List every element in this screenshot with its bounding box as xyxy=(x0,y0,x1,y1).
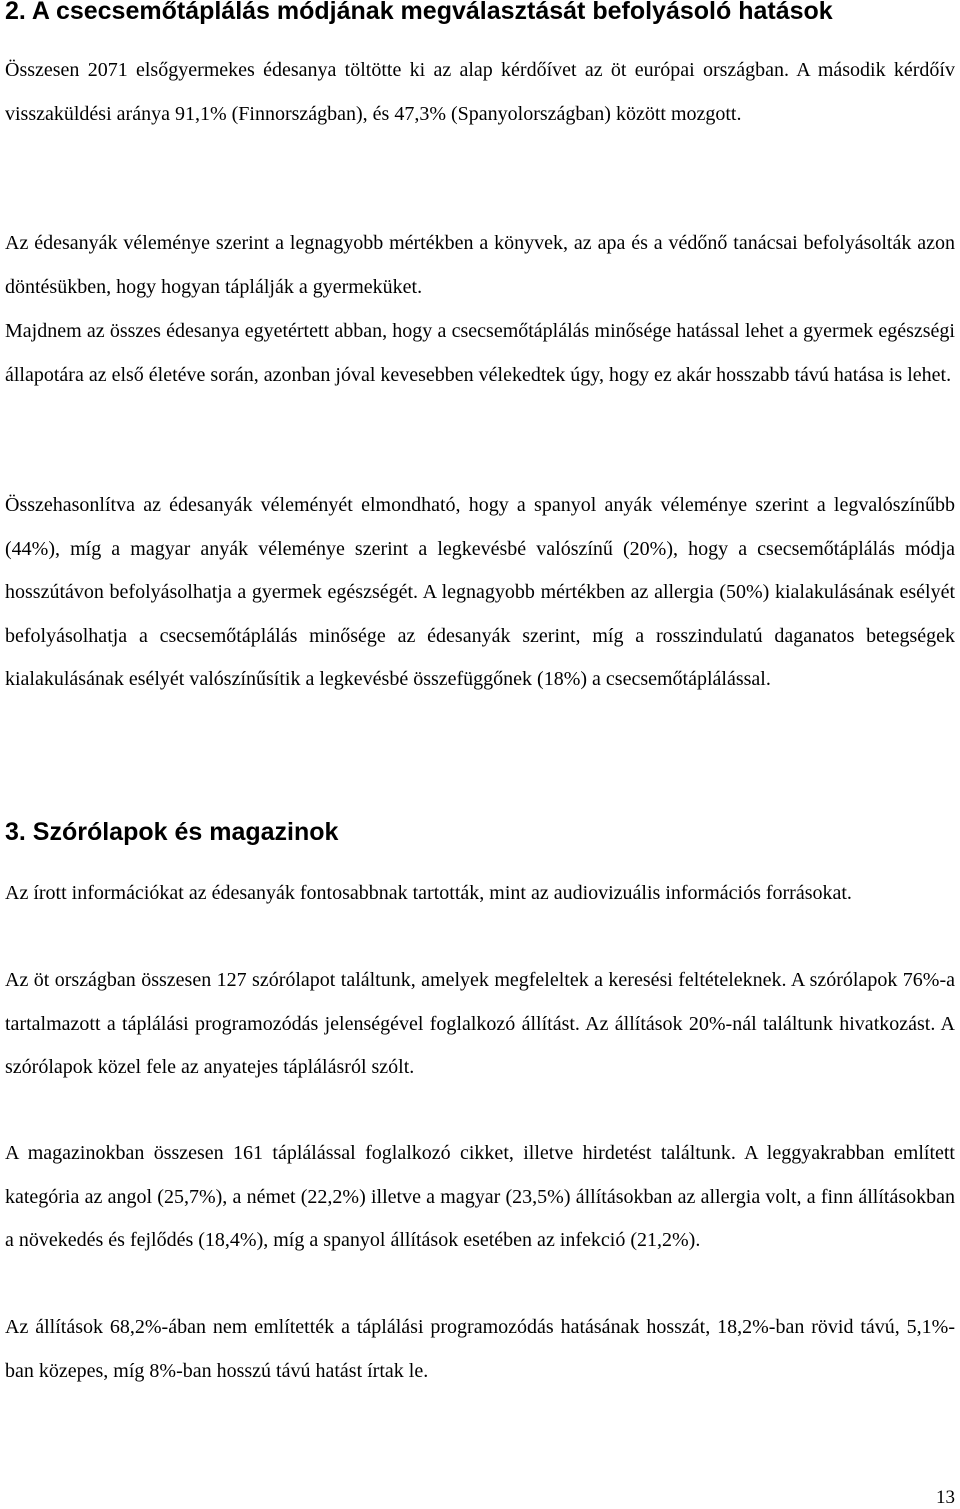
section-heading-leaflets-magazines: 3. Szórólapok és magazinok xyxy=(5,818,339,846)
paragraph-influencers: Az édesanyák véleménye szerint a legnagyobb mértékben a könyvek, az apa és a védőnő tanácsai befolyásolták azon döntésükben, hogy hogyan táplálják a gyermeküket. xyxy=(5,232,955,298)
section-heading-influences: 2. A csecsemőtáplálás módjának megválasztását befolyásoló hatások xyxy=(5,0,833,25)
paragraph-questionnaire: Összesen 2071 elsőgyermekes édesanya töltötte ki az alap kérdőívet az öt európai országban. A második kérdőív visszaküldési aránya 91,1% (Finnországban), és 47,3% (Spanyolországban) között mozgott. xyxy=(5,59,955,125)
page-number: 13 xyxy=(936,1487,955,1508)
paragraph-comparison: Összehasonlítva az édesanyák véleményét elmondható, hogy a spanyol anyák véleménye szerint a legvalószínűbb (44%), míg a magyar anyák véleménye szerint a legkevésbé valószínű (20%), hogy a csecsemőtáplálás módja hosszútávon befolyásolhatja a gyermek egészségét. A legnagyobb mértékben az allergia (50%) kialakulásának esélyét befolyásolhatja a csecsemőtáplálás minősége az édesanyák szerint, míg a rosszindulatú daganatos betegségek kialakulásának esélyét valószínűsítik a legkevésbé összefüggőnek (18%) a csecsemőtáplálással. xyxy=(5,494,955,690)
paragraph-written-info: Az írott információkat az édesanyák fontosabbnak tartották, mint az audiovizuális információs forrásokat. xyxy=(5,882,852,904)
paragraph-effect-duration: Az állítások 68,2%-ában nem említették a táplálási programozódás hatásának hosszát, 18,2%-ban rövid távú, 5,1%-ban közepes, míg 8%-ban hosszú távú hatást írtak le. xyxy=(5,1316,955,1382)
paragraph-leaflets: Az öt országban összesen 127 szórólapot találtunk, amelyek megfeleltek a keresési feltételeknek. A szórólapok 76%-a tartalmazott a táplálási programozódás jelenségével foglalkozó állítást. Az állítások 20%-nál találtunk hivatkozást. A szórólapok közel fele az anyatejes táplálásról szólt. xyxy=(5,969,955,1078)
paragraph-magazines: A magazinokban összesen 161 táplálással foglalkozó cikket, illetve hirdetést találtunk. A leggyakrabban említett kategória az angol (25,7%), a német (22,2%) illetve a magyar (23,5%) állításokban az allergia volt, a finn állításokban a növekedés és fejlődés (18,4%), míg a spanyol állítások esetében az infekció (21,2%). xyxy=(5,1142,955,1251)
paragraph-health-opinion: Majdnem az összes édesanya egyetértett abban, hogy a csecsemőtáplálás minősége hatással lehet a gyermek egészségi állapotára az első életéve során, azonban jóval kevesebben vélekedtek úgy, hogy ez akár hosszabb távú hatása is lehet. xyxy=(5,320,955,386)
